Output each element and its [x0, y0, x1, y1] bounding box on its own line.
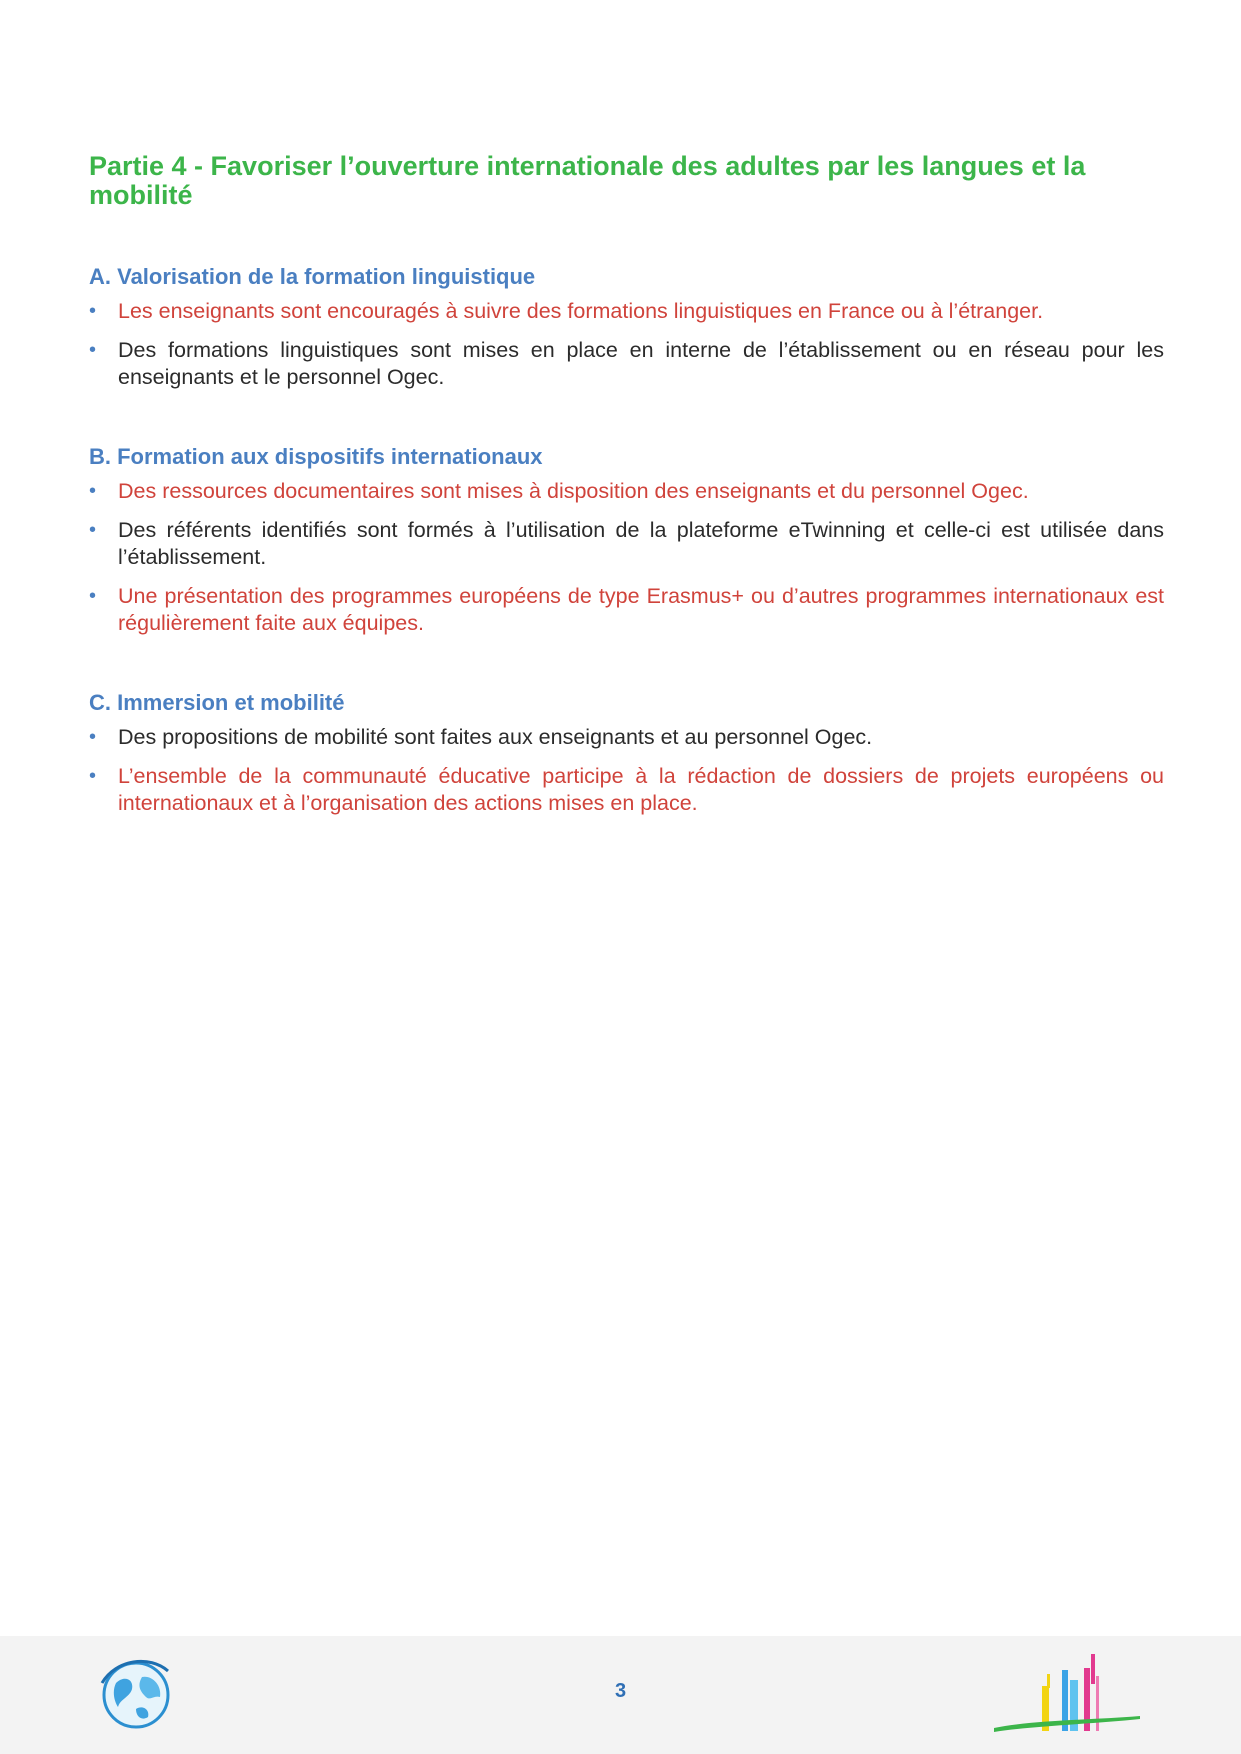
- list-item: [89, 583, 1164, 637]
- bullet-icon: •: [89, 339, 97, 361]
- bullet-list: [89, 724, 1164, 817]
- list-item: [89, 478, 1164, 505]
- colored-bars-logo: [992, 1646, 1142, 1746]
- section-international-programs: [89, 442, 1164, 649]
- bullet-list: [89, 478, 1164, 637]
- list-item-text: Les enseignants sont encouragés à suivre des formations linguistiques en France ou à l’étranger.: [118, 299, 1044, 323]
- section-heading: A. Valorisation de la formation linguistique: [89, 264, 536, 289]
- section-language-training: [89, 262, 1164, 403]
- list-item: [89, 724, 1164, 751]
- bullet-icon: •: [89, 726, 97, 748]
- list-item-text: L’ensemble de la communauté éducative participe à la rédaction de dossiers de projets européens ou internationaux et à l’organisation des actions mises en place.: [118, 764, 1164, 815]
- bullet-list: [89, 298, 1164, 391]
- list-item: [89, 337, 1164, 391]
- section-heading: C. Immersion et mobilité: [89, 690, 345, 715]
- bullet-icon: •: [89, 300, 97, 322]
- bullet-icon: •: [89, 480, 97, 502]
- bullet-icon: •: [89, 765, 97, 787]
- list-item-text: Des référents identifiés sont formés à l’utilisation de la plateforme eTwinning et celle-ci est utilisée dans l’établissement.: [118, 518, 1164, 569]
- section-immersion-mobility: [89, 688, 1164, 829]
- page-title: Partie 4 - Favoriser l’ouverture internationale des adultes par les langues et la mobilité: [89, 151, 1086, 210]
- list-item: [89, 298, 1164, 325]
- page-footer: [0, 1636, 1241, 1754]
- list-item-text: Des propositions de mobilité sont faites aux enseignants et au personnel Ogec.: [118, 725, 873, 749]
- list-item-text: Des ressources documentaires sont mises à disposition des enseignants et du personnel Ogec.: [118, 479, 1029, 503]
- page-number: 3: [614, 1680, 627, 1702]
- list-item-text: Une présentation des programmes européens de type Erasmus+ ou d’autres programmes internationaux est régulièrement faite aux équipes.: [118, 584, 1164, 635]
- bullet-icon: •: [89, 519, 97, 541]
- section-heading: B. Formation aux dispositifs internationaux: [89, 444, 543, 469]
- list-item: [89, 517, 1164, 571]
- list-item: [89, 763, 1164, 817]
- list-item-text: Des formations linguistiques sont mises en place en interne de l’établissement ou en réseau pour les enseignants et le personnel Ogec.: [118, 338, 1164, 389]
- bullet-icon: •: [89, 585, 97, 607]
